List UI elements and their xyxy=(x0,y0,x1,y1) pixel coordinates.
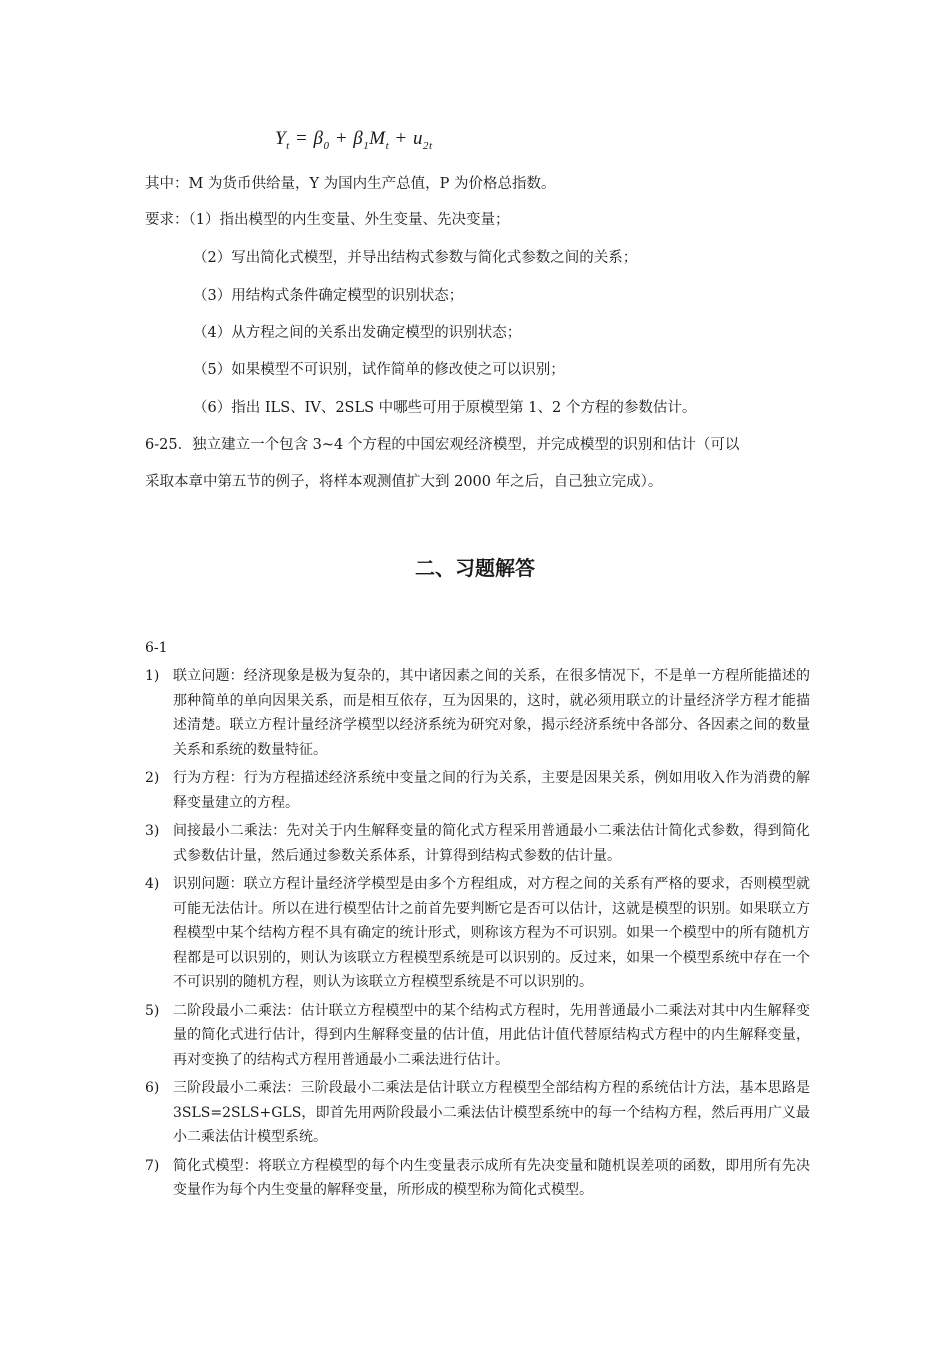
section-title: 二、习题解答 xyxy=(415,556,535,580)
list-item-number: 1) xyxy=(145,668,160,684)
requirements-lead: 要求：（1）指出模型的内生变量、外生变量、先决变量； xyxy=(145,212,510,228)
list-item-number: 2) xyxy=(145,770,160,786)
list-item-text: 联立问题：经济现象是极为复杂的，其中诸因素之间的关系，在很多情况下，不是单一方程所能描述的那种简单的单向因果关系，而是相互依存，互为因果的，这时，就必须用联立的计量经济学方程才能描述清楚。联立方程计量经济学模型以经济系统为研究对象，揭示经济系统中各部分、各因素之间的数量关系和系统的数量特征。 xyxy=(173,668,810,758)
eq-plus-2: + xyxy=(389,128,413,149)
eq-m-sub: t xyxy=(385,139,390,152)
list-item-number: 5) xyxy=(145,1002,160,1019)
list-item-number: 3) xyxy=(145,823,160,839)
list-item-number: 6) xyxy=(145,1080,160,1096)
list-item-text: 二阶段最小二乘法：估计联立方程模型中的某个结构式方程时，先用普通最小二乘法对其中内生解释变量的简化式进行估计，得到内生解释变量的估计值，用此估计值代替原结构式方程中的内生解释变量，再对变换了的结构式方程用普通最小二乘法进行估计。 xyxy=(173,1002,810,1068)
list-item-text: 识别问题：联立方程计量经济学模型是由多个方程组成，对方程之间的关系有严格的要求，否则模型就可能无法估计。所以在进行模型估计之前首先要判断它是否可以估计，这就是模型的识别。如果联立方程模型中某个结构方程不具有确定的统计形式，则称该方程为不可识别。如果一个模型中的所有随机方程都是可以识别的，则认为该联立方程模型系统是可以识别的。反过来，如果一个模型系统中存在一个不可识别的随机方程，则认为该联立方程模型系统是不可以识别的。 xyxy=(173,876,810,990)
eq-plus-1: + xyxy=(329,128,354,149)
requirement-item: （6）指出 ILS、IV、2SLS 中哪些可用于原模型第 1、2 个方程的参数估计。 xyxy=(193,400,697,416)
answer-heading: 6-1 xyxy=(145,640,168,656)
exercise-6-25-line2: 采取本章中第五节的例子，将样本观测值扩大到 2000 年之后，自己独立完成）。 xyxy=(145,474,663,490)
list-item xyxy=(145,1076,810,1150)
eq-u-sub: 2t xyxy=(422,139,433,152)
requirement-item: （4）从方程之间的关系出发确定模型的识别状态； xyxy=(193,325,522,341)
list-item-text: 简化式模型：将联立方程模型的每个内生变量表示成所有先决变量和随机误差项的函数，即用所有先决变量作为每个内生变量的解释变量，所形成的模型称为简化式模型。 xyxy=(173,1157,810,1198)
eq-u: u xyxy=(412,128,423,149)
requirement-item: （5）如果模型不可识别，试作简单的修改使之可以识别； xyxy=(193,362,565,378)
eq-m: M xyxy=(369,128,386,149)
list-item xyxy=(145,872,810,995)
eq-equals: = xyxy=(289,128,314,149)
list-item-text: 三阶段最小二乘法：三阶段最小二乘法是估计联立方程模型全部结构方程的系统估计方法，基本思路是 3SLS=2SLS+GLS，即首先用两阶段最小二乘法估计模型系统中的每一个结构方程，然后再用广义最小二乘法估计模型系统。 xyxy=(173,1080,810,1145)
eq-lhs: Y xyxy=(275,128,287,149)
list-item xyxy=(145,664,810,762)
equation xyxy=(275,128,433,152)
where-text: 其中：M 为货币供给量，Y 为国内生产总值，P 为价格总指数。 xyxy=(145,176,556,192)
eq-lhs-sub: t xyxy=(286,139,290,152)
answer-list xyxy=(145,664,810,1207)
eq-beta1-sub: 1 xyxy=(363,139,370,152)
eq-beta0: β xyxy=(313,128,324,149)
list-item xyxy=(145,1154,810,1203)
requirement-item: （3）用结构式条件确定模型的识别状态； xyxy=(193,288,464,304)
list-item xyxy=(145,766,810,815)
list-item xyxy=(145,999,810,1073)
list-item-text: 行为方程：行为方程描述经济系统中变量之间的行为关系，主要是因果关系，例如用收入作为消费的解释变量建立的方程。 xyxy=(173,770,810,811)
list-item-number: 4) xyxy=(145,876,160,892)
exercise-6-25-line1: 6-25．独立建立一个包含 3~4 个方程的中国宏观经济模型，并完成模型的识别和估计（可以 xyxy=(145,437,740,453)
list-item-number: 7) xyxy=(145,1157,160,1174)
list-item xyxy=(145,819,810,868)
requirement-item: （2）写出简化式模型，并导出结构式参数与简化式参数之间的关系； xyxy=(193,250,638,266)
list-item-text: 间接最小二乘法：先对关于内生解释变量的简化式方程采用普通最小二乘法估计简化式参数，得到简化式参数估计量，然后通过参数关系体系，计算得到结构式参数的估计量。 xyxy=(173,823,810,864)
eq-beta1: β xyxy=(353,128,364,149)
eq-beta0-sub: 0 xyxy=(323,139,330,152)
